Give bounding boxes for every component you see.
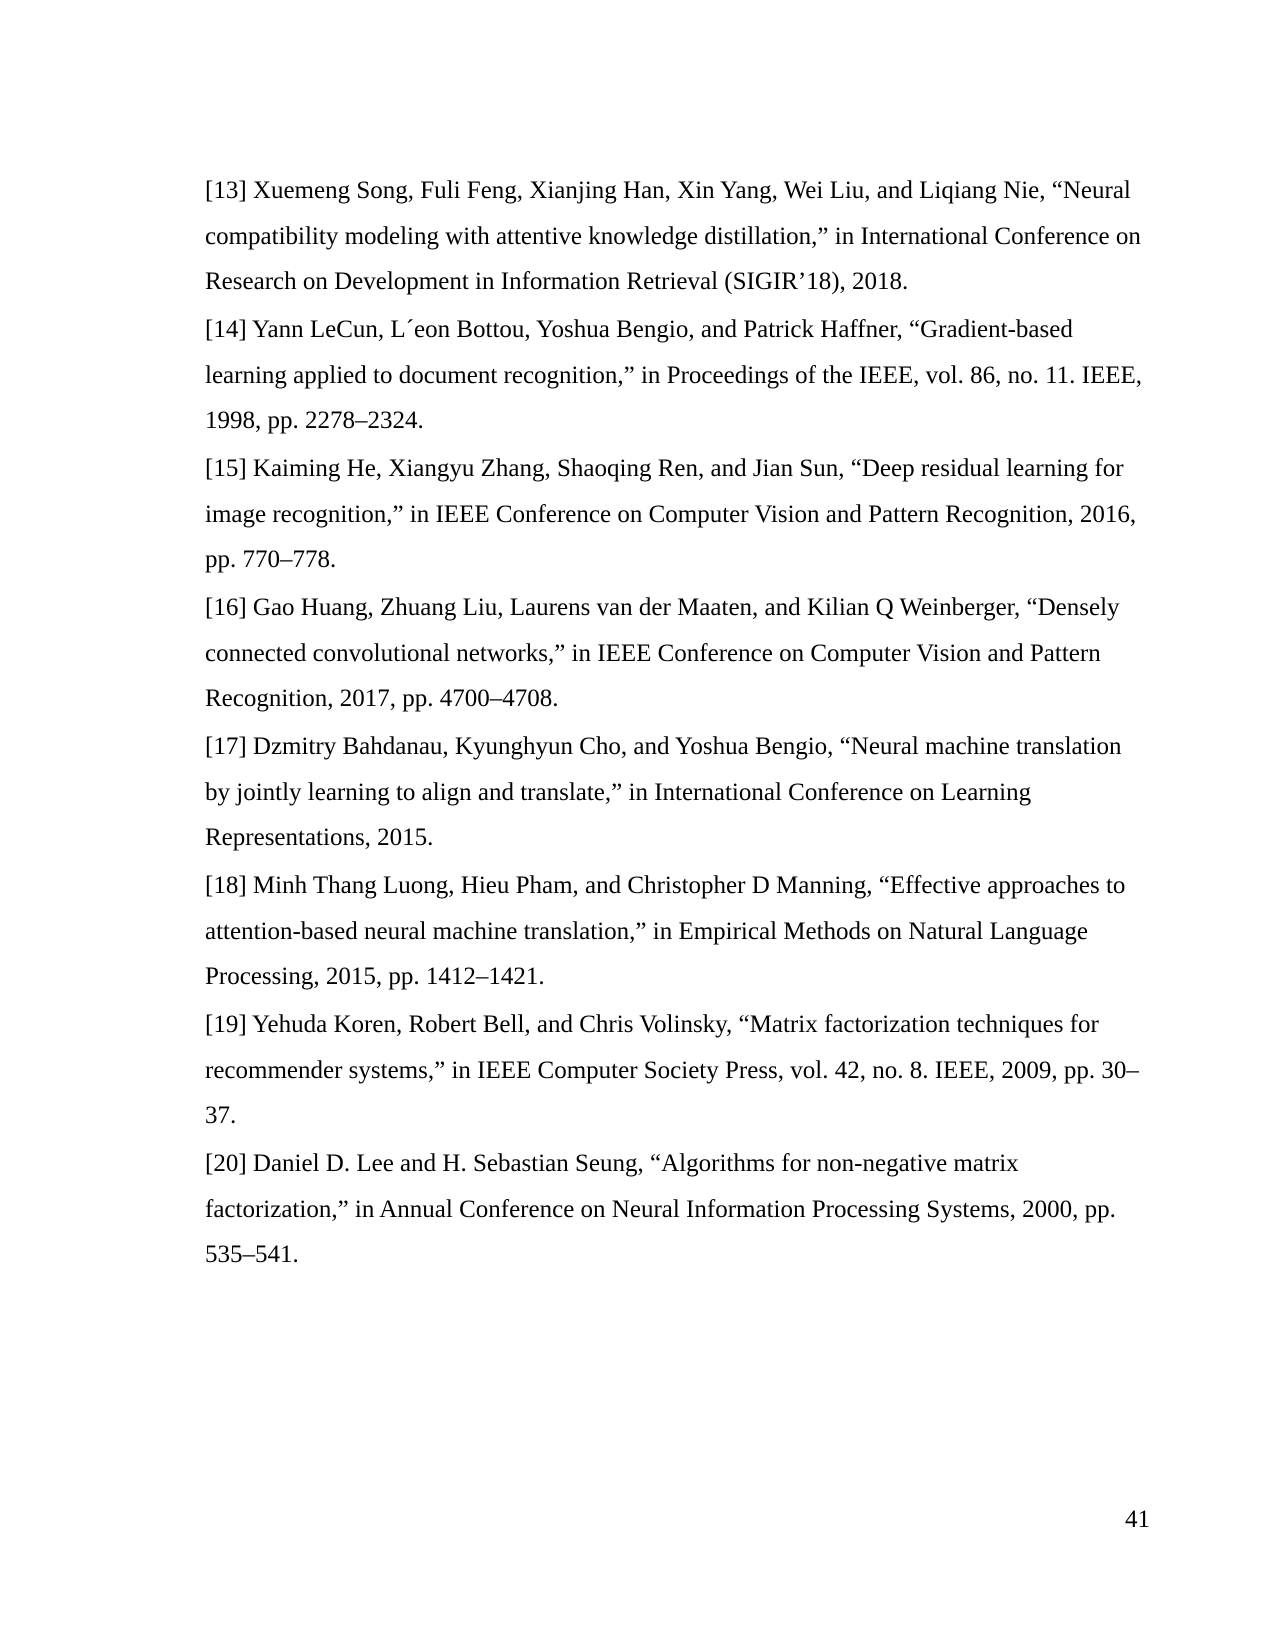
reference-text: Daniel D. Lee and H. Sebastian Seung, “Algorithms for non-negative matrix factorization,” in Annual Conference on Neural Information Processing Systems, 2000, pp. 535–541.: [205, 1150, 1116, 1268]
reference-item: [205, 863, 1150, 1000]
reference-label: [13]: [205, 177, 247, 204]
reference-item: [205, 585, 1150, 722]
reference-item: [205, 168, 1150, 305]
reference-label: [15]: [205, 455, 247, 482]
reference-text: Kaiming He, Xiangyu Zhang, Shaoqing Ren, and Jian Sun, “Deep residual learning for image recognition,” in IEEE Conference on Computer Vision and Pattern Recognition, 2016, pp. 770–778.: [205, 455, 1137, 573]
reference-label: [18]: [205, 872, 247, 899]
reference-list: [205, 168, 1150, 1280]
reference-item: [205, 724, 1150, 861]
reference-item: [205, 1141, 1150, 1278]
reference-text: Yehuda Koren, Robert Bell, and Chris Volinsky, “Matrix factorization techniques for recommender systems,” in IEEE Computer Society Press, vol. 42, no. 8. IEEE, 2009, pp. 30–37.: [205, 1011, 1139, 1129]
reference-label: [17]: [205, 733, 247, 760]
reference-item: [205, 307, 1150, 444]
reference-text: Yann LeCun, L´eon Bottou, Yoshua Bengio, and Patrick Haffner, “Gradient-based learning applied to document recognition,” in Proceedings of the IEEE, vol. 86, no. 11. IEEE, 1998, pp. 2278–2324.: [205, 316, 1143, 434]
reference-label: [16]: [205, 594, 247, 621]
reference-label: [14]: [205, 316, 247, 343]
reference-text: Minh Thang Luong, Hieu Pham, and Christopher D Manning, “Effective approaches to attention-based neural machine translation,” in Empirical Methods on Natural Language Processing, 2015, pp. 1412–1421.: [205, 872, 1126, 990]
reference-label: [19]: [205, 1011, 247, 1038]
page-number: 41: [1125, 1506, 1150, 1533]
reference-text: Gao Huang, Zhuang Liu, Laurens van der Maaten, and Kilian Q Weinberger, “Densely connected convolutional networks,” in IEEE Conference on Computer Vision and Pattern Recognition, 2017, pp. 4700–4708.: [205, 594, 1120, 712]
reference-item: [205, 446, 1150, 583]
reference-item: [205, 1002, 1150, 1139]
reference-text: Xuemeng Song, Fuli Feng, Xianjing Han, Xin Yang, Wei Liu, and Liqiang Nie, “Neural compatibility modeling with attentive knowledge distillation,” in International Conference on Research on Development in Information Retrieval (SIGIR’18), 2018.: [205, 177, 1141, 295]
reference-text: Dzmitry Bahdanau, Kyunghyun Cho, and Yoshua Bengio, “Neural machine translation by jointly learning to align and translate,” in International Conference on Learning Representations, 2015.: [205, 733, 1122, 851]
reference-label: [20]: [205, 1150, 247, 1177]
